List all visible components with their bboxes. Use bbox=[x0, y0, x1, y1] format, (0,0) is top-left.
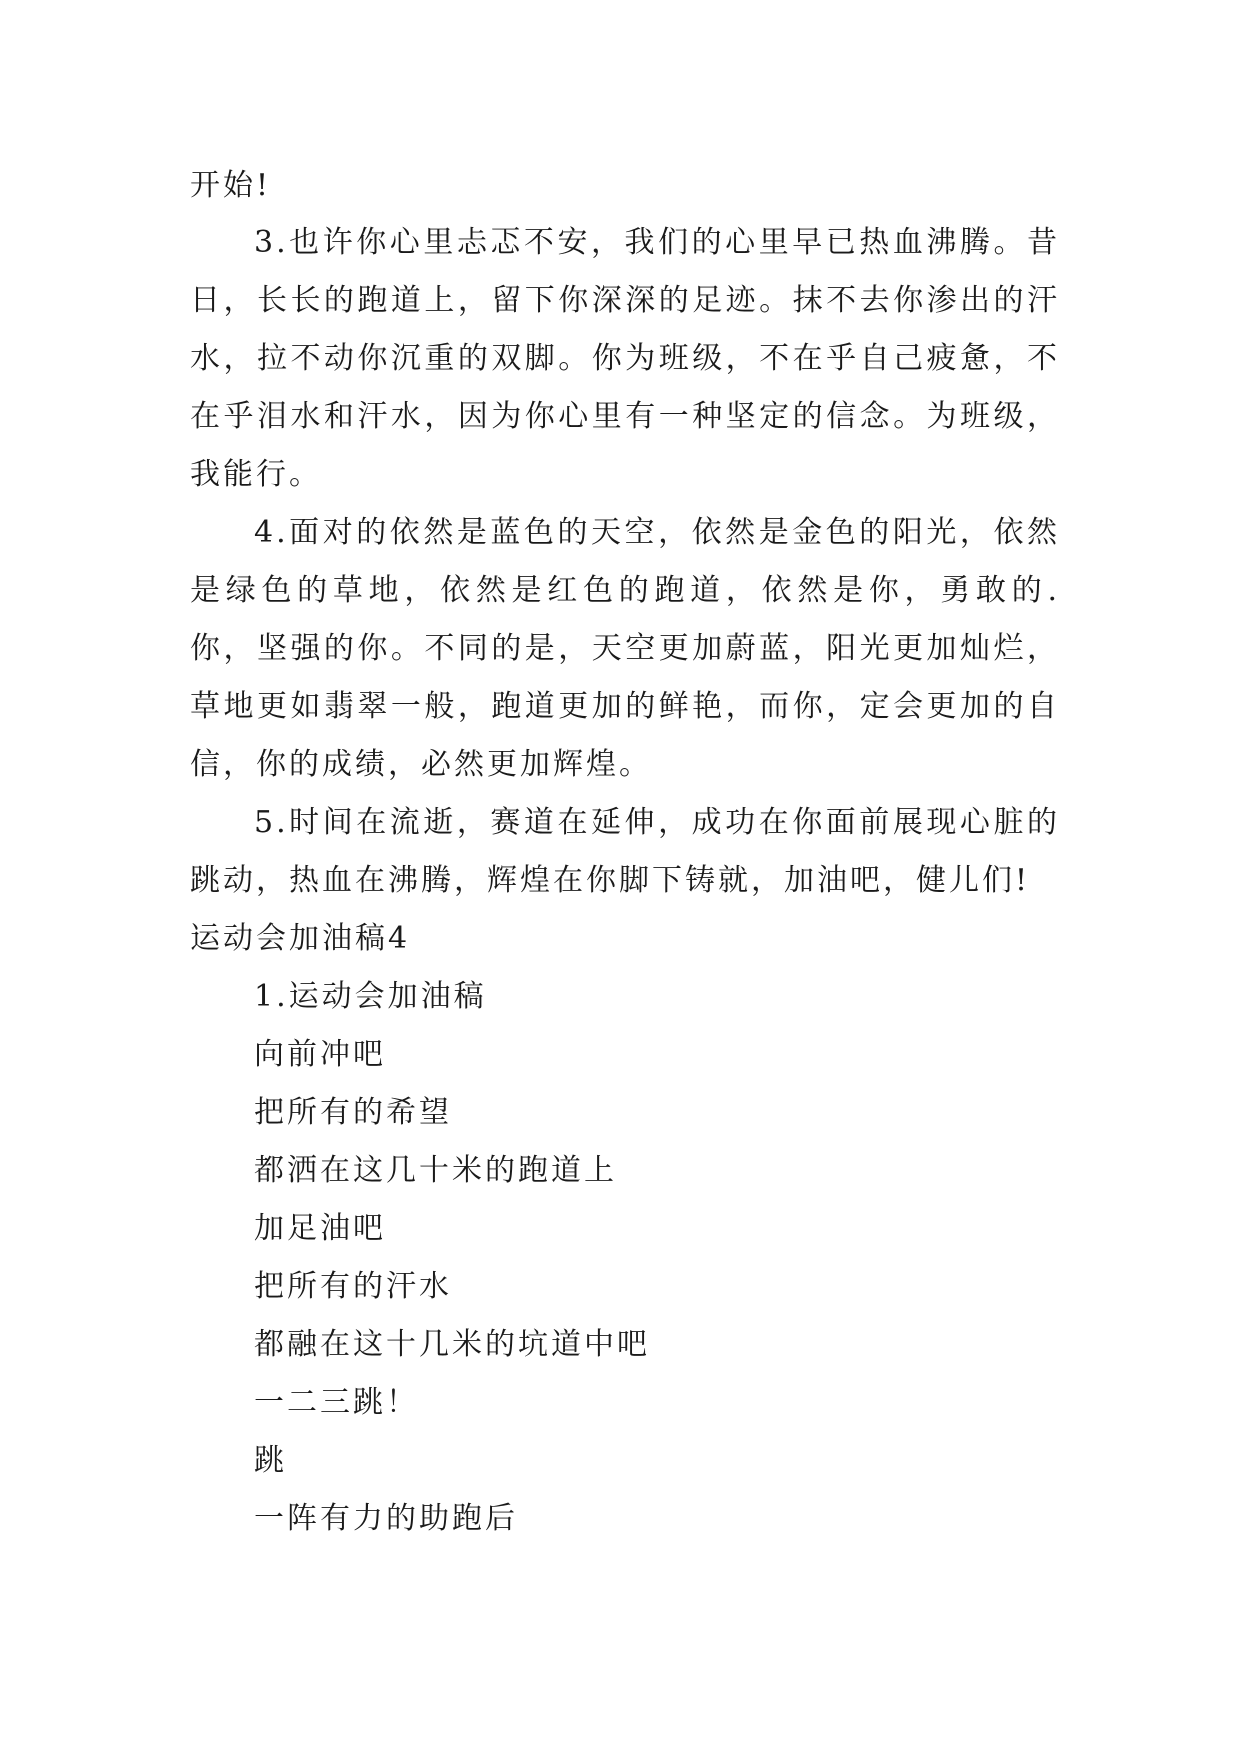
continuation-text: 开始! bbox=[190, 168, 272, 203]
poem-line: 都洒在这几十米的跑道上 bbox=[254, 1153, 617, 1188]
poem-line: 把所有的汗水 bbox=[254, 1269, 452, 1304]
poem-line: 向前冲吧 bbox=[254, 1037, 386, 1072]
poem-line: 一二三跳！ bbox=[254, 1385, 419, 1420]
poem-line: 加足油吧 bbox=[254, 1211, 386, 1246]
poem-line: 把所有的希望 bbox=[254, 1095, 452, 1130]
paragraph-5: 5.时间在流逝，赛道在延伸，成功在你面前展现心脏的跳动，热血在沸腾，辉煌在你脚下铸就，加油吧，健儿们! bbox=[190, 805, 1060, 898]
poem-line: 跳 bbox=[254, 1443, 287, 1478]
poem-line: 一阵有力的助跑后 bbox=[254, 1501, 518, 1536]
section-title: 运动会加油稿4 bbox=[190, 921, 411, 956]
paragraph-4: 4.面对的依然是蓝色的天空，依然是金色的阳光，依然是绿色的草地，依然是红色的跑道，依然是你，勇敢的.你，坚强的你。不同的是，天空更加蔚蓝，阳光更加灿烂，草地更如翡翠一般，跑道更加的鲜艳，而你，定会更加的自信，你的成绩，必然更加辉煌。 bbox=[190, 515, 1060, 782]
paragraph-3: 3.也许你心里忐忑不安，我们的心里早已热血沸腾。昔日，长长的跑道上，留下你深深的足迹。抹不去你渗出的汗水，拉不动你沉重的双脚。你为班级，不在乎自己疲惫，不在乎泪水和汗水，因为你心里有一种坚定的信念。为班级，我能行。 bbox=[190, 225, 1060, 492]
poem-line: 都融在这十几米的坑道中吧 bbox=[254, 1327, 650, 1362]
poem-title: 1.运动会加油稿 bbox=[254, 979, 487, 1014]
